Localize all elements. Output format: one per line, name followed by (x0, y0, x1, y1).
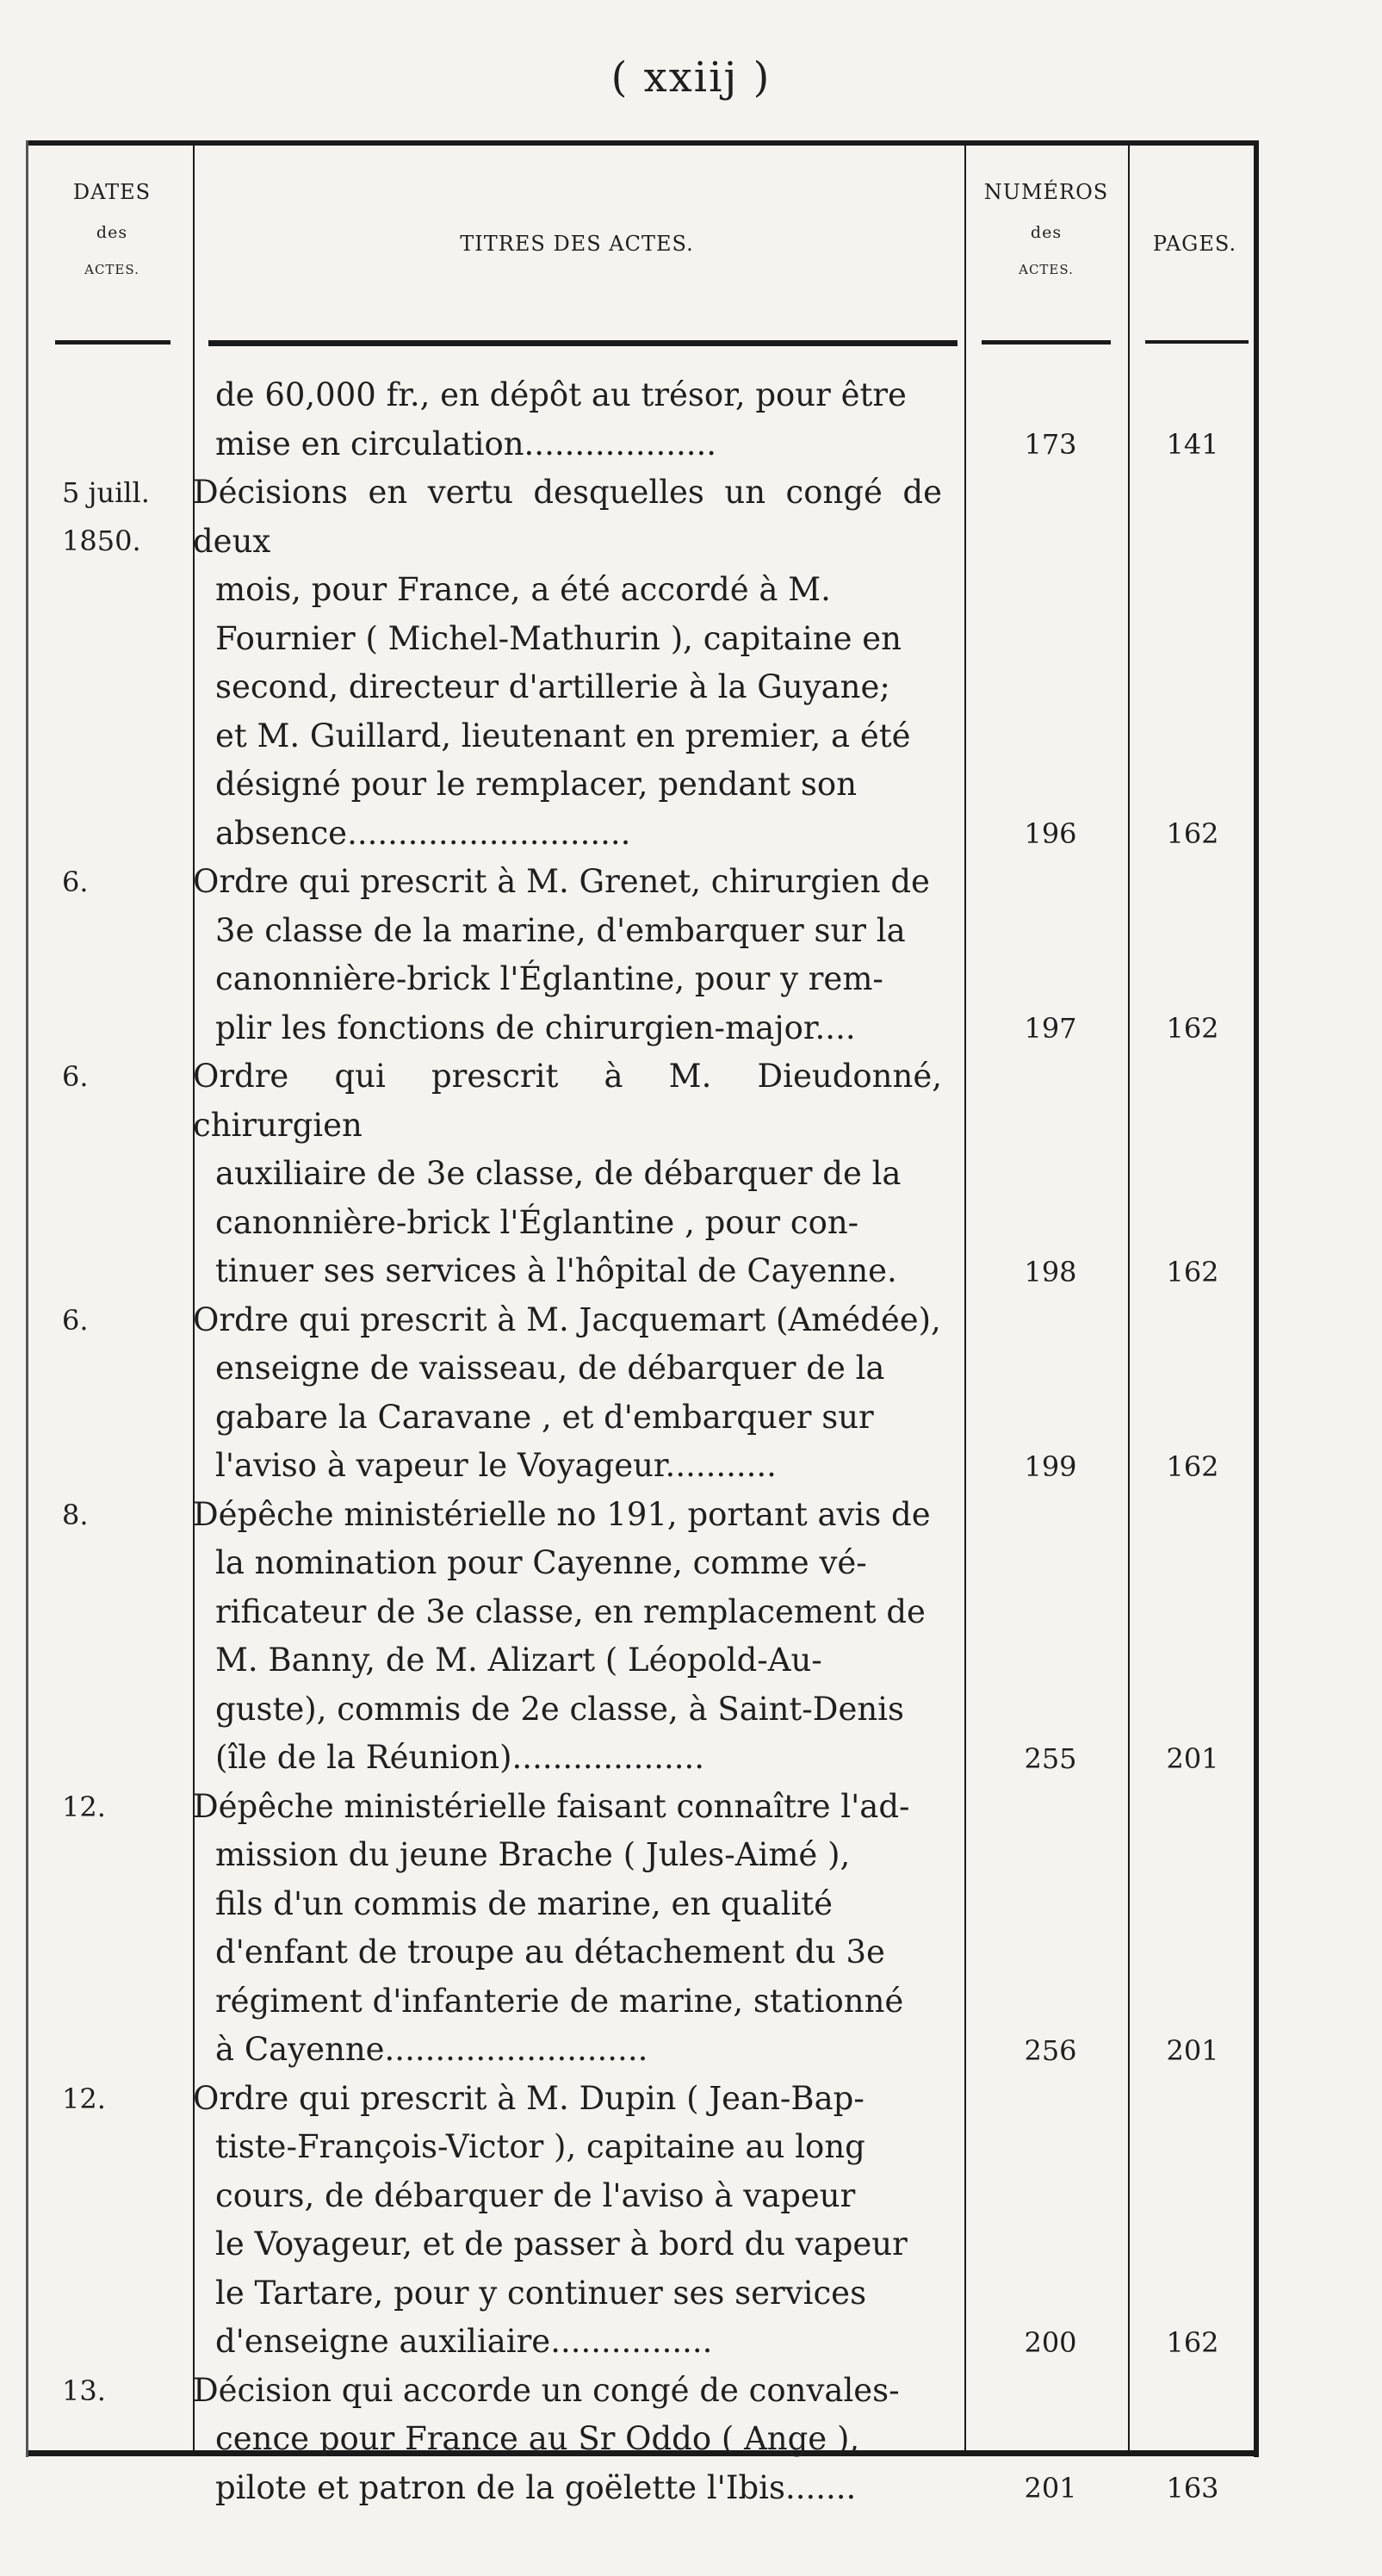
header-underline-titles (208, 340, 957, 346)
table-row (26, 1296, 1259, 1491)
entry-number: 173 (1024, 428, 1077, 461)
entry-title-line: tinuer ses services à l'hôpital de Cayenne. (215, 1252, 897, 1289)
table-row (26, 1783, 1259, 2075)
entry-number: 200 (1024, 2325, 1077, 2359)
entry-date: 13. (62, 2374, 106, 2407)
entry-title-line: Ordre qui prescrit à M. Dieudonné, chirurgien (193, 1058, 942, 1144)
entry-title (193, 371, 942, 469)
entry-title-line: mise en circulation................... (215, 425, 717, 462)
entry-title-line: canonnière-brick l'Églantine, pour y rem- (215, 960, 883, 997)
entry-title-line: et M. Guillard, lieutenant en premier, a été (215, 717, 911, 754)
page-number: ( xxiij ) (610, 53, 772, 102)
header-underline-dates (55, 340, 170, 345)
entry-title (193, 1296, 942, 1491)
entry-date: 12. (62, 2082, 106, 2115)
entry-title-line: absence............................ (215, 814, 631, 852)
entry-date: 12. (62, 1790, 106, 1823)
entry-number: 255 (1024, 1741, 1077, 1775)
entry-title-line: Dépêche ministérielle faisant connaître l'ad- (193, 1787, 910, 1825)
entry-date: 6. (62, 1303, 89, 1337)
entry-title (193, 2075, 942, 2367)
entry-title-line: régiment d'infanterie de marine, stationné (215, 1982, 904, 2020)
entry-title-line: cours, de débarquer de l'aviso à vapeur (215, 2176, 856, 2214)
entry-title-line: plir les fonctions de chirurgien-major.... (215, 1009, 856, 1046)
top-rule (26, 140, 1259, 146)
entry-title-line: d'enseigne auxiliaire................ (215, 2323, 713, 2360)
table-row (26, 858, 1259, 1052)
entry-title-line: Fournier ( Michel-Mathurin ), capitaine en (215, 619, 902, 657)
table-row (26, 371, 1259, 469)
entry-title (193, 2367, 942, 2513)
header-dates: DATES des ACTES. (72, 180, 152, 277)
entry-date: 8. (62, 1498, 89, 1531)
entry-title (193, 1783, 942, 2075)
entry-page: 162 (1166, 2325, 1219, 2359)
entry-title (193, 858, 942, 1052)
entry-page: 162 (1166, 1012, 1219, 1045)
entry-title-line: guste), commis de 2e classe, à Saint-Denis (215, 1690, 904, 1728)
table-row (26, 1052, 1259, 1296)
entry-date: 6. (62, 1060, 89, 1093)
entry-title (193, 1052, 942, 1296)
entry-title-line: la nomination pour Cayenne, comme vé- (215, 1544, 867, 1581)
entry-title-line: Dépêche ministérielle no 191, portant avis de (193, 1495, 931, 1533)
entry-title-line: d'enfant de troupe au détachement du 3e (215, 1934, 885, 1971)
entry-number: 256 (1024, 2033, 1077, 2067)
entry-title-line: rificateur de 3e classe, en remplacement de (215, 1592, 926, 1630)
entry-page: 141 (1166, 428, 1219, 461)
header-pages: PAGES. (1152, 232, 1237, 256)
entry-title-line: tiste-François-Victor ), capitaine au long (215, 2128, 865, 2165)
entry-title-line: pilote et patron de la goëlette l'Ibis....... (215, 2468, 857, 2506)
entries-list (26, 371, 1259, 2512)
entry-title-line: à Cayenne.......................... (215, 2031, 648, 2068)
table-row (26, 2075, 1259, 2367)
table-row (26, 2367, 1259, 2513)
entry-page: 162 (1166, 1449, 1219, 1483)
entry-title-line: de 60,000 fr., en dépôt au trésor, pour être (215, 376, 907, 413)
entry-title (193, 1491, 942, 1783)
entry-title-line: canonnière-brick l'Églantine , pour con- (215, 1203, 859, 1241)
entry-title-line: Décision qui accorde un congé de convales- (193, 2371, 900, 2409)
entry-title-line: M. Banny, de M. Alizart ( Léopold-Au- (215, 1642, 822, 1679)
entry-page: 162 (1166, 1255, 1219, 1288)
entry-title-line: le Voyageur, et de passer à bord du vapeur (215, 2225, 908, 2263)
entry-title-line: 3e classe de la marine, d'embarquer sur la (215, 911, 906, 949)
entry-title-line: désigné pour le remplacer, pendant son (215, 766, 858, 803)
entry-title-line: mission du jeune Brache ( Jules-Aimé ), (215, 1836, 851, 1873)
entry-page: 163 (1166, 2472, 1219, 2505)
entry-title-line: enseigne de vaisseau, de débarquer de la (215, 1350, 885, 1387)
header-underline-pages (1145, 340, 1249, 344)
entry-page: 201 (1166, 2033, 1219, 2067)
header-underline-numeros (982, 340, 1111, 345)
entry-page: 201 (1166, 1741, 1219, 1775)
entry-number: 199 (1024, 1449, 1077, 1483)
entry-title-line: Ordre qui prescrit à M. Dupin ( Jean-Bap- (193, 2079, 865, 2117)
entry-title (193, 469, 942, 858)
entry-title-line: mois, pour France, a été accordé à M. (215, 571, 831, 608)
entry-title-line: fils d'un commis de marine, en qualité (215, 1884, 834, 1922)
entry-date: 6. (62, 866, 89, 898)
entry-title-line: second, directeur d'artillerie à la Guyane; (215, 668, 890, 705)
entry-title-line: cence pour France au Sr Oddo ( Ange ), (215, 2420, 860, 2457)
entry-number: 198 (1024, 1255, 1077, 1288)
entry-title-line: (île de la Réunion)................... (215, 1739, 705, 1776)
entry-number: 196 (1024, 817, 1077, 850)
entry-title-line: gabare la Caravane , et d'embarquer sur (215, 1398, 874, 1436)
entry-title-line: Ordre qui prescrit à M. Jacquemart (Amédée), (193, 1300, 941, 1338)
entry-number: 201 (1024, 2472, 1077, 2505)
table-row (26, 1491, 1259, 1783)
entry-title-line: l'aviso à vapeur le Voyageur........... (215, 1447, 777, 1484)
entry-number: 197 (1024, 1012, 1077, 1045)
table-frame (26, 140, 1259, 2506)
entry-title-line: auxiliaire de 3e classe, de débarquer de la (215, 1155, 902, 1192)
header-numeros: NUMÉROS des ACTES. (983, 180, 1109, 277)
entry-title-line: Ordre qui prescrit à M. Grenet, chirurgien de (193, 863, 930, 900)
entry-title-line: le Tartare, pour y continuer ses services (215, 2274, 867, 2312)
entry-page: 162 (1166, 817, 1219, 850)
entry-title-line: Décisions en vertu desquelles un congé de deux (193, 474, 942, 560)
entry-date: 5 juill. 1850. (62, 476, 150, 557)
table-row (26, 469, 1259, 858)
header-titles: TITRES DES ACTES. (460, 232, 694, 256)
